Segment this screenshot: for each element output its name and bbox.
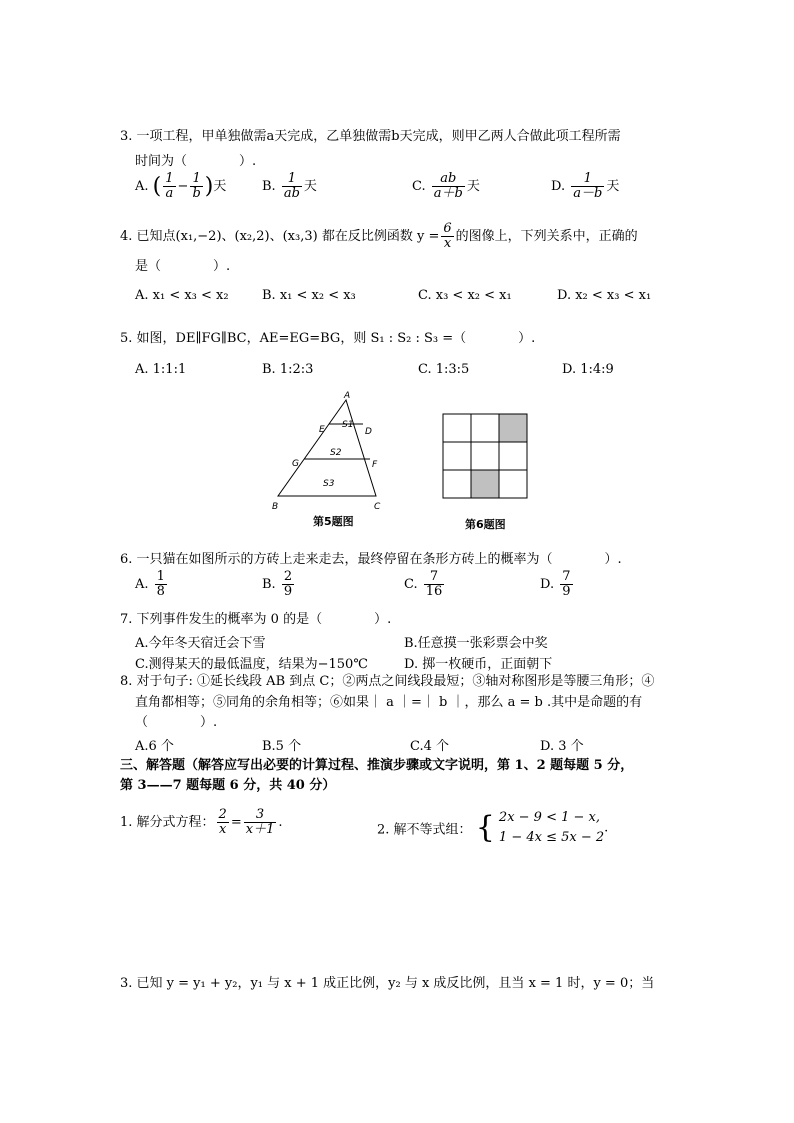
q6-option-b: B. $\frac{2}{9}$	[262, 569, 293, 599]
q8-option-c: C.4 个	[410, 739, 450, 754]
q6-option-c: C. $\frac{7}{16}$	[404, 569, 443, 599]
label-b: B	[272, 502, 279, 512]
problem-2: 2. 解不等式组： { 2x − 9 < 1 − x, 1 − 4x ≤ 5x − 2 .	[377, 810, 609, 845]
brace-icon: {	[475, 810, 495, 845]
q8-option-b: B.5 个	[262, 739, 302, 754]
problem-1: 1. 解分式方程： $\frac{2}{x}$ = $\frac{3}{x+1}$ .	[120, 807, 283, 837]
label-d: D	[365, 427, 372, 437]
q4-option-a: A. x₁ < x₃ < x₂	[135, 288, 229, 303]
q3-stem-line1: 3. 一项工程，甲单独做需a天完成，乙单独做需b天完成，则甲乙两人合做此项工程所需	[120, 129, 621, 144]
label-s3: S3	[323, 479, 335, 489]
label-g: G	[292, 459, 299, 469]
q4-stem-line1: 4. 已知点(x₁,−2)、(x₂,2)、(x₃,3) 都在反比例函数 y = $\frac{6}{x}$ 的图像上，下列关系中，正确的	[120, 221, 638, 251]
q5-option-b: B. 1:2:3	[262, 362, 314, 377]
q3-option-d: D. $\frac{1}{a-b}$ 天	[551, 171, 620, 201]
q7-option-c: C.测得某天的最低温度，结果为−150℃	[135, 657, 368, 672]
q5-option-d: D. 1:4:9	[562, 362, 614, 377]
label-a: A	[344, 391, 351, 401]
q6-option-d: D. $\frac{7}{9}$	[540, 569, 571, 599]
q7-option-d: D. 掷一枚硬币，正面朝下	[404, 657, 553, 672]
q3-option-c: C. $\frac{ab}{a+b}$ 天	[412, 171, 480, 201]
q4-stem-line2: 是（ ）.	[135, 259, 231, 274]
q5-option-a: A. 1:1:1	[135, 362, 187, 377]
q7-option-b: B.任意摸一张彩票会中奖	[404, 636, 548, 651]
label-s1: S1	[342, 420, 354, 430]
q8-stem-line1: 8. 对于句子: ①延长线段 AB 到点 C；②两点之间线段最短；③轴对称图形是等腰三角形；④	[120, 674, 655, 689]
q3-option-a: A. ( $\frac{1}{a}$ − $\frac{1}{b}$ )天	[135, 171, 227, 201]
q8-option-d: D. 3 个	[540, 739, 584, 754]
q6-stem: 6. 一只猫在如图所示的方砖上走来走去，最终停留在条形方砖上的概率为（ ）.	[120, 552, 622, 567]
label-e: E	[319, 425, 325, 435]
q8-option-a: A.6 个	[135, 739, 174, 754]
label-c: C	[374, 502, 381, 512]
q4-option-d: D. x₂ < x₃ < x₁	[557, 288, 652, 303]
figure-5-caption: 第5题图	[313, 515, 354, 528]
figure-5-triangle	[266, 388, 396, 518]
q3-option-b: B. $\frac{1}{ab}$ 天	[262, 171, 317, 201]
shaded-cell-top-right	[499, 414, 527, 442]
q5-stem: 5. 如图，DE∥FG∥BC，AE=EG=BG，则 S₁ : S₂ : S₃ =（ ）.	[120, 331, 536, 346]
q8-stem-line3: （ ）.	[135, 715, 218, 730]
label-f: F	[372, 460, 378, 470]
q7-stem: 7. 下列事件发生的概率为 0 的是（ ）.	[120, 612, 392, 627]
section-3-heading-line2: 第 3——7 题每题 6 分，共 40 分）	[120, 778, 336, 793]
q6-option-a: A. $\frac{1}{8}$	[135, 569, 165, 599]
q5-option-c: C. 1:3:5	[418, 362, 470, 377]
section-3-heading: 三、解答题（解答应写出必要的计算过程、推演步骤或文字说明，第 1、2 题每题 5 分，	[120, 758, 634, 773]
q8-stem-line2: 直角都相等；⑤同角的余角相等；⑥如果｜ a ｜=｜ b ｜，那么 a = b .其中是命题的有	[135, 695, 643, 710]
q7-option-a: A.今年冬天宿迁会下雪	[135, 636, 266, 651]
figure-6-caption: 第6题图	[465, 518, 506, 531]
label-s2: S2	[330, 448, 342, 458]
shaded-cell-bottom-middle	[471, 470, 499, 498]
problem-3: 3. 已知 y = y₁ + y₂，y₁ 与 x + 1 成正比例，y₂ 与 x 成反比例，且当 x = 1 时，y = 0；当	[120, 976, 655, 991]
figure-6-grid	[441, 412, 531, 502]
q4-option-c: C. x₃ < x₂ < x₁	[418, 288, 512, 303]
q3-stem-line2: 时间为（ ）.	[135, 154, 257, 169]
q4-option-b: B. x₁ < x₂ < x₃	[262, 288, 356, 303]
